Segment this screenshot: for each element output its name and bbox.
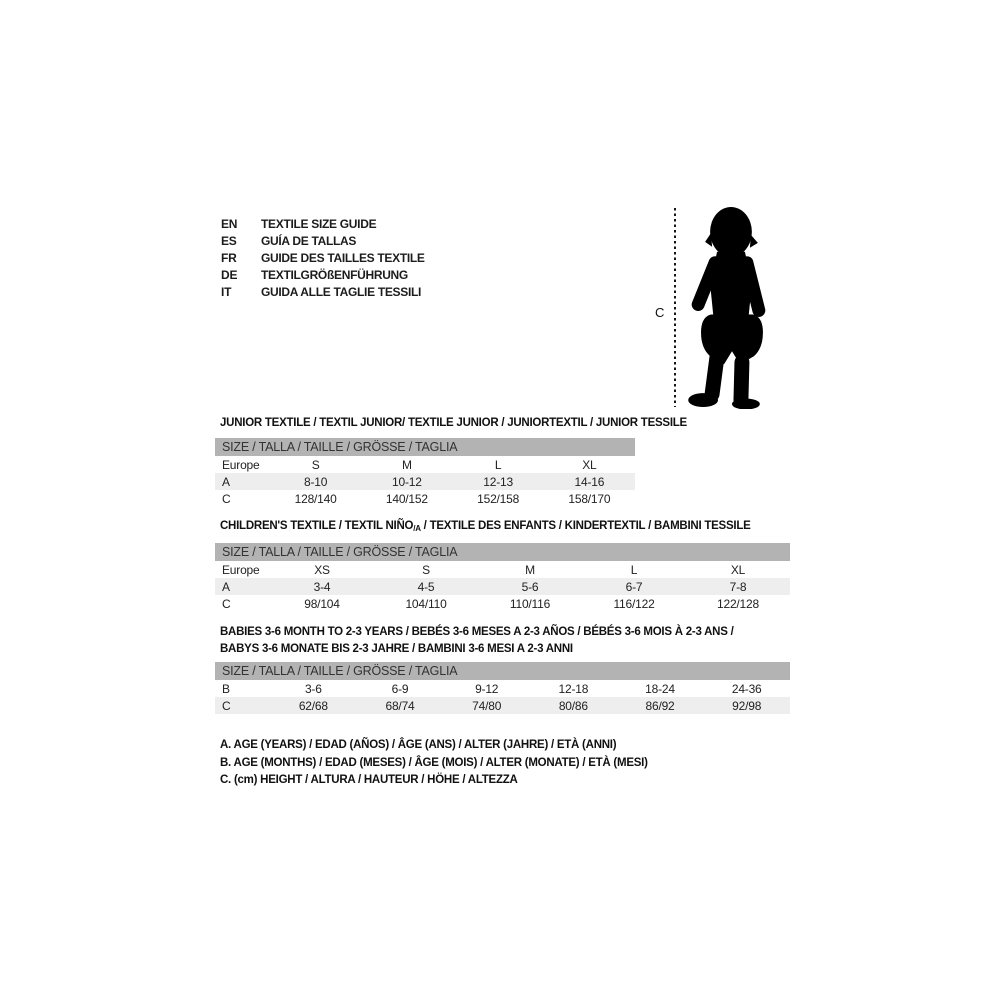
size-value-cell: 6-7 bbox=[625, 579, 643, 594]
language-code: FR bbox=[221, 250, 237, 265]
size-value-cell: XL bbox=[730, 562, 746, 577]
section-title-line: BABYS 3-6 MONATE BIS 2-3 JAHRE / BAMBINI 3-6 MESI A 2-3 ANNI bbox=[220, 643, 573, 655]
footnote-line: B. AGE (MONTHS) / EDAD (MESES) / ÂGE (MOIS) / ALTER (MONATE) / ETÀ (MESI) bbox=[220, 756, 648, 769]
size-value-cell: 62/68 bbox=[298, 698, 328, 713]
row-label: C bbox=[222, 698, 231, 713]
language-code: IT bbox=[221, 284, 232, 299]
section-title-line: BABIES 3-6 MONTH TO 2-3 YEARS / BEBÉS 3-6 MESES A 2-3 AÑOS / BÉBÉS 3-6 MOIS À 2-3 ANS / bbox=[220, 626, 734, 638]
language-row bbox=[221, 232, 425, 249]
table-row bbox=[215, 578, 790, 595]
table-row bbox=[215, 490, 635, 507]
size-value-cell: 92/98 bbox=[732, 698, 762, 713]
size-value-cell: M bbox=[401, 457, 412, 472]
section-title-junior: JUNIOR TEXTILE / TEXTIL JUNIOR/ TEXTILE JUNIOR / JUNIORTEXTIL / JUNIOR TESSILE bbox=[220, 417, 687, 429]
section-title-children bbox=[220, 518, 751, 537]
language-code: EN bbox=[221, 216, 238, 231]
size-header-bar: SIZE / TALLA / TAILLE / GRÖSSE / TAGLIA bbox=[215, 662, 790, 680]
language-label: TEXTILGRÖßENFÜHRUNG bbox=[261, 267, 408, 282]
table-row bbox=[215, 561, 790, 578]
table-body bbox=[215, 680, 790, 714]
size-value-cell: M bbox=[525, 562, 535, 577]
size-header-bar: SIZE / TALLA / TAILLE / GRÖSSE / TAGLIA bbox=[215, 438, 635, 456]
section-title-text: CHILDREN'S TEXTILE / TEXTIL NIÑO bbox=[220, 520, 414, 532]
table-row bbox=[215, 697, 790, 714]
language-label: GUIDA ALLE TAGLIE TESSILI bbox=[261, 284, 422, 299]
language-label: GUÍA DE TALLAS bbox=[261, 233, 357, 248]
size-value-cell: 10-12 bbox=[392, 474, 422, 489]
size-value-cell: 104/110 bbox=[405, 596, 447, 611]
language-row bbox=[221, 283, 425, 300]
table-body bbox=[215, 456, 635, 507]
size-value-cell: 68/74 bbox=[385, 698, 415, 713]
size-value-cell: S bbox=[422, 562, 430, 577]
footnotes bbox=[220, 737, 648, 790]
language-row bbox=[221, 249, 425, 266]
size-header-bar: SIZE / TALLA / TAILLE / GRÖSSE / TAGLIA bbox=[215, 543, 790, 561]
table-row bbox=[215, 473, 635, 490]
size-value-cell: 98/104 bbox=[304, 596, 340, 611]
size-value-cell: 4-5 bbox=[417, 579, 435, 594]
size-value-cell: XL bbox=[582, 457, 597, 472]
size-value-cell: 5-6 bbox=[521, 579, 539, 594]
size-table-junior bbox=[215, 438, 635, 507]
row-label: C bbox=[222, 491, 231, 506]
size-value-cell: 122/128 bbox=[717, 596, 759, 611]
section-title-babies bbox=[220, 624, 840, 658]
section-title-subscript: /A bbox=[413, 524, 421, 533]
row-label: A bbox=[222, 474, 230, 489]
language-row bbox=[221, 215, 425, 232]
table-row bbox=[215, 456, 635, 473]
size-value-cell: 74/80 bbox=[472, 698, 502, 713]
size-value-cell: 18-24 bbox=[645, 681, 675, 696]
size-value-cell: 7-8 bbox=[729, 579, 747, 594]
row-label: Europe bbox=[222, 457, 260, 472]
size-value-cell: L bbox=[630, 562, 638, 577]
size-value-cell: 3-4 bbox=[313, 579, 331, 594]
language-code: DE bbox=[221, 267, 238, 282]
size-value-cell: S bbox=[311, 457, 320, 472]
size-value-cell: 9-12 bbox=[475, 681, 499, 696]
size-value-cell: 12-18 bbox=[558, 681, 589, 696]
size-value-cell: 86/92 bbox=[645, 698, 675, 713]
size-table-children bbox=[215, 543, 790, 612]
row-label: A bbox=[222, 579, 230, 594]
size-value-cell: 24-36 bbox=[731, 681, 762, 696]
height-dashed-line bbox=[674, 208, 676, 407]
size-value-cell: 3-6 bbox=[304, 681, 322, 696]
footnote-line: C. (cm) HEIGHT / ALTURA / HAUTEUR / HÖHE / ALTEZZA bbox=[220, 774, 518, 786]
size-value-cell: XS bbox=[314, 562, 330, 577]
row-label: C bbox=[222, 596, 231, 611]
size-value-cell: 14-16 bbox=[574, 474, 605, 489]
table-row bbox=[215, 680, 790, 697]
row-label: B bbox=[222, 681, 230, 696]
size-value-cell: 8-10 bbox=[304, 474, 328, 489]
size-value-cell: 12-13 bbox=[483, 474, 513, 489]
size-value-cell: L bbox=[494, 457, 502, 472]
table-body bbox=[215, 561, 790, 612]
section-title-text: / TEXTILE DES ENFANTS / KINDERTEXTIL / BAMBINI TESSILE bbox=[420, 520, 751, 532]
size-value-cell: 128/140 bbox=[294, 491, 337, 506]
size-value-cell: 110/116 bbox=[509, 596, 551, 611]
size-table-babies bbox=[215, 662, 790, 714]
language-list bbox=[221, 215, 425, 300]
size-value-cell: 152/158 bbox=[477, 491, 520, 506]
table-row bbox=[215, 595, 790, 612]
toddler-silhouette-icon bbox=[684, 205, 774, 414]
size-value-cell: 116/122 bbox=[613, 596, 655, 611]
language-code: ES bbox=[221, 233, 237, 248]
height-label-c: C bbox=[655, 305, 665, 320]
size-value-cell: 140/152 bbox=[385, 491, 428, 506]
row-label: Europe bbox=[222, 562, 260, 577]
language-label: GUIDE DES TAILLES TEXTILE bbox=[261, 250, 425, 265]
size-value-cell: 158/170 bbox=[568, 491, 611, 506]
size-value-cell: 6-9 bbox=[391, 681, 409, 696]
language-row bbox=[221, 266, 425, 283]
footnote-line: A. AGE (YEARS) / EDAD (AÑOS) / ÂGE (ANS) / ALTER (JAHRE) / ETÀ (ANNI) bbox=[220, 739, 617, 751]
size-value-cell: 80/86 bbox=[558, 698, 588, 713]
language-label: TEXTILE SIZE GUIDE bbox=[261, 216, 377, 231]
